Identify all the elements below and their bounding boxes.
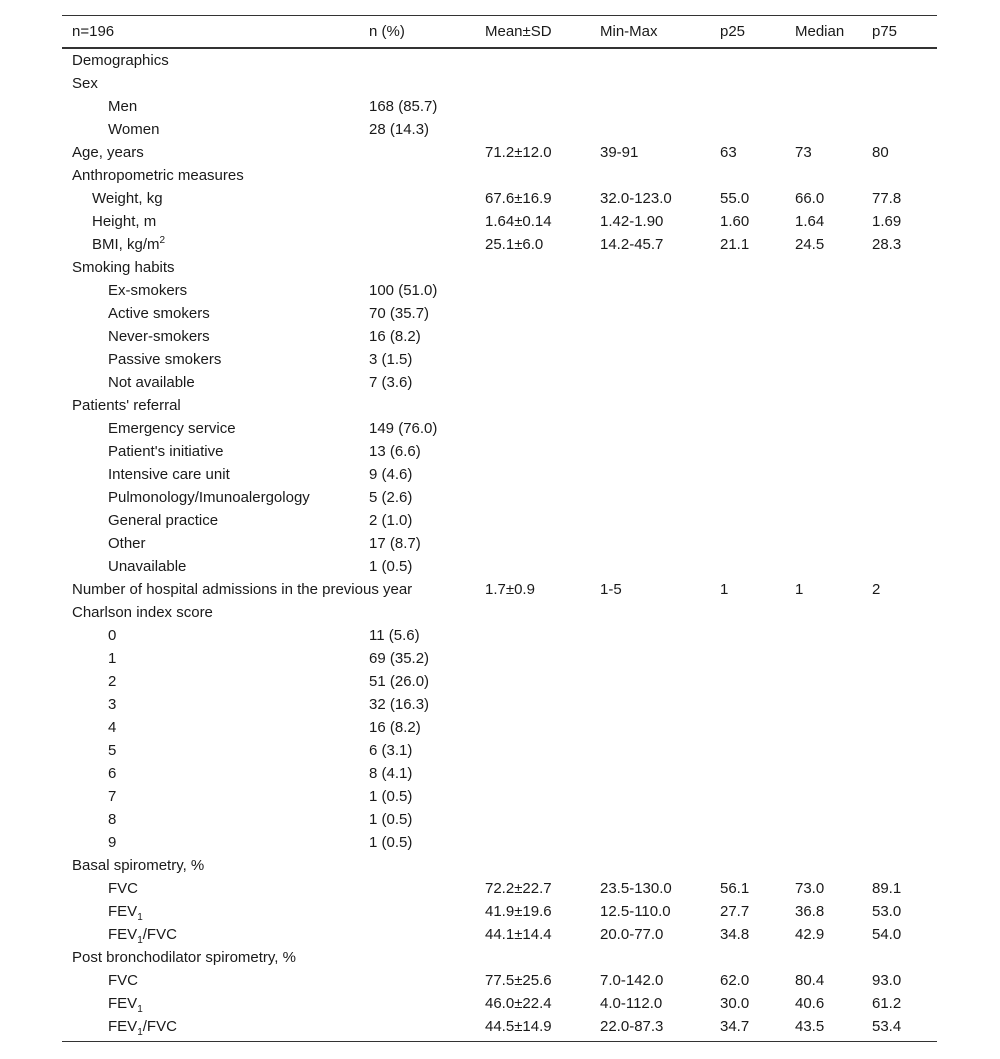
table-row [62, 325, 937, 348]
table-cell: 41.9±19.6 [485, 903, 552, 920]
header-cell: n=196 [72, 23, 115, 40]
row-label-text: 7 [108, 788, 117, 805]
row-label-text: FVC [108, 880, 138, 897]
row-label [92, 210, 156, 233]
table-row [62, 187, 937, 210]
table-row [62, 555, 937, 578]
table-cell: 36.8 [795, 903, 825, 920]
row-label [72, 854, 204, 877]
table-cell: 72.2±22.7 [485, 880, 552, 897]
table-row [62, 923, 937, 946]
table-cell: 3 (1.5) [369, 351, 413, 368]
table-cell: 24.5 [795, 236, 825, 253]
header-cell: n (%) [369, 23, 405, 40]
table-cell: 1-5 [600, 581, 622, 598]
row-label [92, 233, 165, 256]
row-label [108, 808, 116, 831]
table-cell: 8 (4.1) [369, 765, 413, 782]
row-label-text: General practice [108, 512, 219, 529]
row-label [108, 716, 116, 739]
table-row [62, 371, 937, 394]
table-cell: 1.64±0.14 [485, 213, 552, 230]
row-label [108, 785, 116, 808]
row-label [72, 946, 296, 969]
table-cell: 7 (3.6) [369, 374, 413, 391]
row-label [108, 831, 116, 854]
table-cell: 1.42-1.90 [600, 213, 664, 230]
row-label [108, 624, 116, 647]
row-label [108, 417, 236, 440]
row-label-text: Other [108, 535, 146, 552]
table-cell: 61.2 [872, 995, 902, 1012]
table-row [62, 72, 937, 95]
table-cell: 32 (16.3) [369, 696, 430, 713]
table-cell: 70 (35.7) [369, 305, 430, 322]
row-label-suffix: /FVC [142, 1018, 177, 1035]
row-label [92, 187, 163, 210]
row-label [108, 877, 138, 900]
table-cell: 16 (8.2) [369, 328, 421, 345]
table-cell: 28 (14.3) [369, 121, 430, 138]
table-cell: 14.2-45.7 [600, 236, 664, 253]
table-row [62, 739, 937, 762]
table-cell: 44.5±14.9 [485, 1018, 552, 1035]
header-cell: Median [795, 23, 845, 40]
table-cell: 7.0-142.0 [600, 972, 664, 989]
table-cell: 4.0-112.0 [600, 995, 663, 1012]
table-cell: 1 (0.5) [369, 811, 413, 828]
top-rule [62, 15, 937, 16]
table-cell: 34.8 [720, 926, 750, 943]
table-row [62, 670, 937, 693]
row-label [108, 900, 143, 923]
table-cell: 6 (3.1) [369, 742, 413, 759]
table-row [62, 141, 937, 164]
row-label [72, 256, 175, 279]
table-row [62, 302, 937, 325]
row-label-text: Emergency service [108, 420, 236, 437]
row-label [72, 164, 244, 187]
table-cell: 51 (26.0) [369, 673, 430, 690]
table-cell: 27.7 [720, 903, 750, 920]
table-cell: 22.0-87.3 [600, 1018, 664, 1035]
subscript: 1 [137, 1027, 143, 1038]
row-label [108, 555, 186, 578]
row-label [108, 992, 143, 1015]
table-cell: 1 (0.5) [369, 834, 413, 851]
table-cell: 2 [872, 581, 881, 598]
row-label [108, 279, 187, 302]
row-label-text: 4 [108, 719, 117, 736]
table-row [62, 348, 937, 371]
table-cell: 42.9 [795, 926, 825, 943]
header-cell: Mean±SD [485, 23, 552, 40]
table-row [62, 969, 937, 992]
row-label [108, 371, 195, 394]
row-label-text: 3 [108, 696, 117, 713]
row-label [72, 141, 144, 164]
table-cell: 80.4 [795, 972, 825, 989]
table-row [62, 578, 937, 601]
table-cell: 30.0 [720, 995, 750, 1012]
table-row [62, 95, 937, 118]
table-row [62, 532, 937, 555]
table-cell: 1.64 [795, 213, 825, 230]
table-cell: 168 (85.7) [369, 98, 438, 115]
table-row [62, 486, 937, 509]
header-cell: Min-Max [600, 23, 658, 40]
table-cell: 32.0-123.0 [600, 190, 672, 207]
table-cell: 149 (76.0) [369, 420, 438, 437]
row-label [108, 762, 116, 785]
table-cell: 93.0 [872, 972, 902, 989]
table-cell: 39-91 [600, 144, 639, 161]
row-label [72, 72, 98, 95]
row-label-text: Age, years [72, 144, 144, 161]
row-label-text: Number of hospital admissions in the previous year [72, 581, 413, 598]
table-cell: 28.3 [872, 236, 902, 253]
table-cell: 21.1 [720, 236, 750, 253]
row-label-text: Not available [108, 374, 195, 391]
row-label [108, 969, 138, 992]
row-label-text: Intensive care unit [108, 466, 230, 483]
subscript: 1 [137, 935, 143, 946]
row-label [108, 739, 116, 762]
table-cell: 71.2±12.0 [485, 144, 552, 161]
row-label [72, 578, 412, 601]
table-cell: 16 (8.2) [369, 719, 421, 736]
table-cell: 17 (8.7) [369, 535, 421, 552]
table-cell: 44.1±14.4 [485, 926, 552, 943]
row-label-text: 6 [108, 765, 117, 782]
row-label [108, 325, 210, 348]
table-cell: 53.0 [872, 903, 902, 920]
table-cell: 63 [720, 144, 737, 161]
table-cell: 89.1 [872, 880, 902, 897]
table-cell: 73.0 [795, 880, 825, 897]
table-row [62, 946, 937, 969]
table-cell: 1 [720, 581, 729, 598]
row-label-text: Patient's initiative [108, 443, 224, 460]
table-row [62, 279, 937, 302]
table-row [62, 877, 937, 900]
row-label [108, 1015, 177, 1038]
table-row [62, 394, 937, 417]
table-cell: 1.60 [720, 213, 750, 230]
table-row [62, 164, 937, 187]
table-cell: 77.5±25.6 [485, 972, 552, 989]
table-cell: 66.0 [795, 190, 825, 207]
table-cell: 73 [795, 144, 812, 161]
table-row [62, 256, 937, 279]
table-cell: 1 (0.5) [369, 558, 413, 575]
table-cell: 9 (4.6) [369, 466, 413, 483]
header-cell: p75 [872, 23, 898, 40]
table-row [62, 808, 937, 831]
table-cell: 13 (6.6) [369, 443, 421, 460]
row-label-text: 9 [108, 834, 117, 851]
row-label-text: Smoking habits [72, 259, 175, 276]
table-cell: 62.0 [720, 972, 750, 989]
row-label [108, 348, 221, 371]
row-label-text: FEV [108, 995, 138, 1012]
table-cell: 56.1 [720, 880, 750, 897]
table-cell: 67.6±16.9 [485, 190, 552, 207]
row-label [72, 394, 181, 417]
table-header [62, 20, 937, 43]
row-label-text: FEV [108, 1018, 138, 1035]
subscript: 1 [137, 1004, 143, 1015]
row-label-text: Weight, kg [92, 190, 163, 207]
row-label-text: 5 [108, 742, 117, 759]
header-cell: p25 [720, 23, 746, 40]
row-label [108, 693, 116, 716]
table-cell: 43.5 [795, 1018, 825, 1035]
table-row [62, 118, 937, 141]
row-label-text: Passive smokers [108, 351, 222, 368]
table-row [62, 854, 937, 877]
superscript: 2 [159, 235, 166, 246]
row-label-text: 8 [108, 811, 117, 828]
row-label-text: Never-smokers [108, 328, 210, 345]
row-label-text: Height, m [92, 213, 157, 230]
table-cell: 34.7 [720, 1018, 750, 1035]
table-row [62, 210, 937, 233]
row-label-text: Patients' referral [72, 397, 181, 414]
row-label-text: Pulmonology/Imunoalergology [108, 489, 310, 506]
table-cell: 80 [872, 144, 889, 161]
table-row [62, 509, 937, 532]
table-row [62, 601, 937, 624]
table-row [62, 693, 937, 716]
row-label-suffix: /FVC [142, 926, 177, 943]
table-cell: 1.7±0.9 [485, 581, 535, 598]
row-label [108, 670, 116, 693]
row-label-text: Men [108, 98, 138, 115]
row-label-text: Sex [72, 75, 98, 92]
table-cell: 53.4 [872, 1018, 902, 1035]
table-row [62, 233, 937, 256]
table-row [62, 624, 937, 647]
row-label [108, 509, 218, 532]
row-label-text: 2 [108, 673, 117, 690]
table-row [62, 900, 937, 923]
row-label-text: Demographics [72, 52, 169, 69]
table-cell: 1 (0.5) [369, 788, 413, 805]
table-cell: 23.5-130.0 [600, 880, 672, 897]
row-label-text: FEV [108, 926, 138, 943]
row-label [108, 302, 210, 325]
table-cell: 77.8 [872, 190, 902, 207]
row-label [72, 601, 213, 624]
subscript: 1 [137, 912, 143, 923]
row-label [108, 532, 146, 555]
row-label [108, 95, 137, 118]
row-label-text: FEV [108, 903, 138, 920]
row-label-text: FVC [108, 972, 138, 989]
row-label-text: Basal spirometry, % [72, 857, 205, 874]
table-cell: 20.0-77.0 [600, 926, 664, 943]
table-row [62, 647, 937, 670]
table-row [62, 716, 937, 739]
row-label-text: Active smokers [108, 305, 210, 322]
table-cell: 25.1±6.0 [485, 236, 544, 253]
table-cell: 1 [795, 581, 804, 598]
table-row [62, 762, 937, 785]
table-cell: 40.6 [795, 995, 825, 1012]
table-row [62, 463, 937, 486]
row-label-text: 1 [108, 650, 117, 667]
row-label-text: 0 [108, 627, 117, 644]
row-label-text: Ex-smokers [108, 282, 188, 299]
row-label [108, 118, 159, 141]
table-cell: 54.0 [872, 926, 902, 943]
row-label [72, 49, 169, 72]
row-label [108, 486, 310, 509]
table-row [62, 49, 937, 72]
table-row [62, 417, 937, 440]
table-row [62, 992, 937, 1015]
table-cell: 5 (2.6) [369, 489, 413, 506]
row-label-text: BMI, kg/m [92, 236, 160, 253]
table-cell: 1.69 [872, 213, 902, 230]
row-label [108, 440, 223, 463]
table-cell: 11 (5.6) [369, 627, 420, 644]
row-label-text: Unavailable [108, 558, 187, 575]
table-cell: 2 (1.0) [369, 512, 413, 529]
table-row [62, 1015, 937, 1038]
table-cell: 100 (51.0) [369, 282, 438, 299]
row-label [108, 463, 230, 486]
bottom-rule [62, 1041, 937, 1042]
table-cell: 46.0±22.4 [485, 995, 552, 1012]
row-label [108, 923, 177, 946]
row-label-text: Post bronchodilator spirometry, % [72, 949, 296, 966]
row-label-text: Women [108, 121, 160, 138]
table-cell: 69 (35.2) [369, 650, 430, 667]
table-cell: 55.0 [720, 190, 750, 207]
table-row [62, 440, 937, 463]
row-label [108, 647, 116, 670]
row-label-text: Charlson index score [72, 604, 213, 621]
row-label-text: Anthropometric measures [72, 167, 244, 184]
table-cell: 12.5-110.0 [600, 903, 671, 920]
table-row [62, 785, 937, 808]
table-row [62, 831, 937, 854]
